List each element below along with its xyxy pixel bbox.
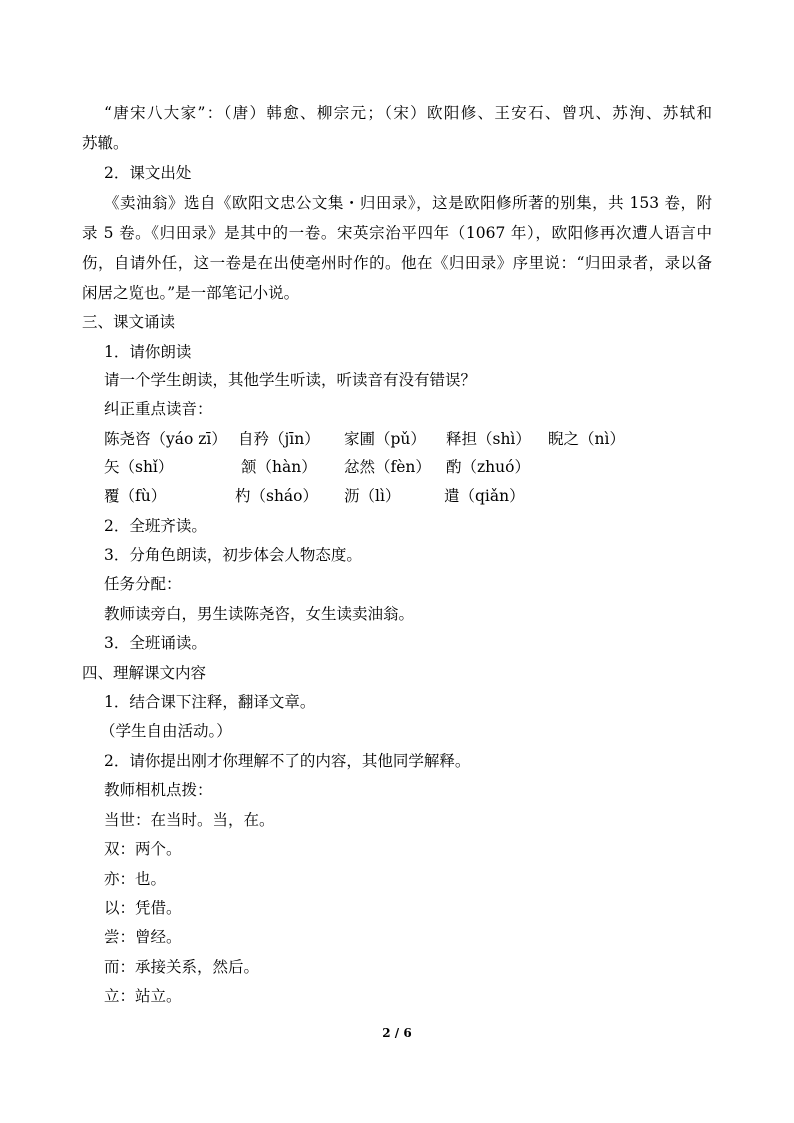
paragraph-source-line-2: 录 5 卷。《归田录》是其中的一卷。宋英宗治平四年（1067 年），欧阳修再次遭人语言中 bbox=[82, 224, 712, 242]
pronunciation-entry: 酌（zhuó） bbox=[446, 458, 530, 476]
glossary-entry: 尝：曾经。 bbox=[104, 928, 182, 946]
pronunciation-entry: 陈尧咨（yáo zī） bbox=[104, 430, 227, 448]
pronunciation-entry: 覆（fù） bbox=[104, 487, 167, 505]
pronunciation-label: 纠正重点读音： bbox=[104, 400, 213, 418]
paragraph-eight-masters-line-2: 苏辙。 bbox=[82, 134, 129, 152]
page-number: 2 / 6 bbox=[382, 1026, 412, 1040]
pronunciation-entry: 沥（lì） bbox=[344, 487, 401, 505]
read-instruction: 请一个学生朗读，其他学生听读，听读音有没有错误？ bbox=[104, 371, 477, 389]
heading-understanding: 四、理解课文内容 bbox=[82, 664, 207, 682]
glossary-entry: 以：凭借。 bbox=[104, 899, 182, 917]
item-recite: 3．全班诵读。 bbox=[104, 634, 207, 652]
glossary-entry: 立：站立。 bbox=[104, 987, 182, 1005]
item-translate: 1．结合课下注释，翻译文章。 bbox=[104, 693, 316, 711]
student-activity-note: （学生自由活动。） bbox=[100, 722, 232, 740]
pronunciation-entry: 家圃（pǔ） bbox=[344, 430, 426, 448]
glossary-entry: 而：承接关系，然后。 bbox=[104, 958, 260, 976]
pronunciation-entry: 释担（shì） bbox=[446, 430, 531, 448]
task-detail: 教师读旁白，男生读陈尧咨，女生读卖油翁。 bbox=[104, 605, 415, 623]
pronunciation-entry: 杓（sháo） bbox=[235, 487, 319, 505]
pronunciation-entry: 忿然（fèn） bbox=[344, 458, 431, 476]
paragraph-source-line-4: 闲居之览也。”是一部笔记小说。 bbox=[82, 284, 300, 302]
heading-recitation: 三、课文诵读 bbox=[82, 313, 176, 331]
paragraph-source-line-3: 伤，自请外任，这一卷是在出使亳州时作的。他在《归田录》序里说：“归田录者，录以备 bbox=[82, 254, 712, 272]
glossary-entry: 当世：在当时。当，在。 bbox=[104, 811, 275, 829]
item-ask: 2．请你提出刚才你理解不了的内容，其他同学解释。 bbox=[104, 752, 471, 770]
pronunciation-entry: 睨之（nì） bbox=[548, 430, 625, 448]
pronunciation-entry: 矢（shǐ） bbox=[104, 458, 174, 476]
paragraph-source-line-1: 《卖油翁》选自《欧阳文忠公文集・归田录》，这是欧阳修所著的别集，共 153 卷，附 bbox=[104, 194, 712, 212]
section-heading-source: 2．课文出处 bbox=[104, 164, 192, 182]
item-read-aloud: 1．请你朗读 bbox=[104, 343, 192, 361]
pronunciation-row-3 bbox=[104, 486, 724, 506]
pronunciation-row-1 bbox=[104, 429, 724, 449]
item-role-read: 3．分角色朗读，初步体会人物态度。 bbox=[104, 546, 362, 564]
glossary-entry: 亦：也。 bbox=[104, 870, 167, 888]
task-label: 任务分配： bbox=[104, 575, 182, 593]
pronunciation-entry: 颔（hàn） bbox=[241, 458, 317, 476]
pronunciation-row-2 bbox=[104, 457, 724, 477]
pronunciation-entry: 自矜（jīn） bbox=[238, 430, 320, 448]
glossary-entry: 双：两个。 bbox=[104, 840, 182, 858]
paragraph-eight-masters-line-1: “唐宋八大家”：（唐）韩愈、柳宗元；（宋）欧阳修、王安石、曾巩、苏洵、苏轼和 bbox=[104, 104, 712, 122]
pronunciation-entry: 遣（qiǎn） bbox=[444, 487, 525, 505]
teacher-guide-label: 教师相机点拨： bbox=[104, 781, 213, 799]
item-class-read: 2．全班齐读。 bbox=[104, 517, 207, 535]
